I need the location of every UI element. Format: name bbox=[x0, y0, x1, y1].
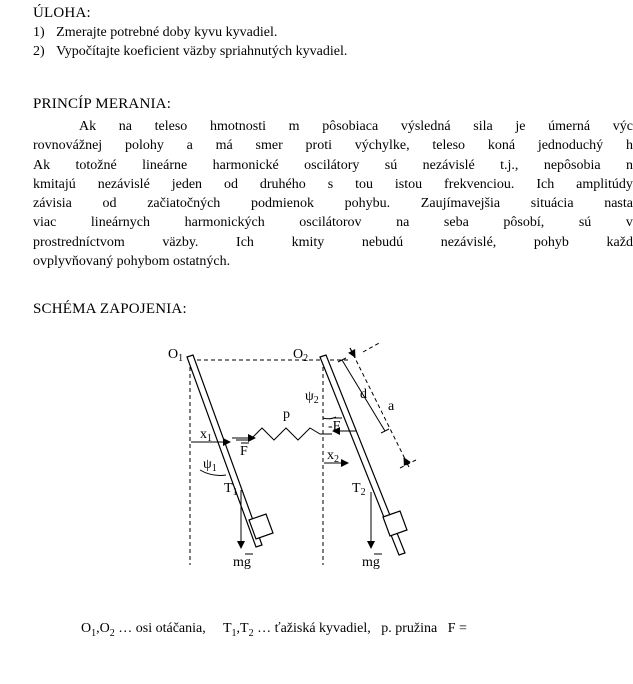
paragraph-word: amplitúdy bbox=[576, 176, 633, 192]
task-item-number: 2) bbox=[33, 44, 45, 59]
paragraph-word: jeden bbox=[171, 176, 203, 192]
paragraph-word: m bbox=[288, 119, 300, 134]
paragraph-word: tou bbox=[355, 176, 373, 192]
paragraph-word: prostredníctvom bbox=[33, 234, 125, 250]
paragraph-word: Ak bbox=[79, 119, 97, 134]
paragraph-word: je bbox=[515, 119, 526, 134]
paragraph-word: podmienok bbox=[250, 196, 314, 212]
pendulum-1 bbox=[187, 355, 273, 547]
paragraph-word: n bbox=[626, 157, 633, 173]
label-force-f: F bbox=[240, 444, 248, 459]
paragraph-word: h bbox=[625, 138, 633, 154]
paragraph-word: a bbox=[186, 138, 193, 154]
paragraph-word: v bbox=[625, 215, 633, 231]
paragraph-word: pohyb bbox=[533, 234, 569, 250]
paragraph-word: s bbox=[327, 176, 334, 192]
paragraph-word: frekvenciou. bbox=[444, 176, 515, 192]
label-o2: $O_2$ bbox=[293, 347, 309, 364]
paragraph-word: od bbox=[223, 176, 238, 192]
paragraph-word: Ich bbox=[236, 234, 254, 250]
paragraph-word: nezávislé bbox=[97, 176, 150, 192]
paragraph-word: istou bbox=[394, 176, 423, 192]
label-x1: $x_1$ bbox=[200, 427, 212, 444]
paragraph-word: výsledná bbox=[400, 119, 451, 134]
schema-heading: SCHÉMA ZAPOJENIA: bbox=[33, 301, 187, 317]
label-psi2: $\psi_2$ bbox=[305, 389, 319, 406]
task-item-text: Vypočítajte koeficient väzby spriahnutých kyvadiel. bbox=[56, 44, 348, 59]
label-t1: $T_1$ bbox=[224, 481, 238, 498]
label-d: d bbox=[360, 387, 367, 402]
paragraph-word: úmerná bbox=[548, 119, 591, 134]
paragraph-word: výc bbox=[612, 119, 633, 134]
paragraph-word: seba bbox=[443, 215, 469, 231]
paragraph-word: teleso bbox=[154, 119, 188, 134]
paragraph-word: hmotnosti bbox=[209, 119, 266, 134]
paragraph-word: sila bbox=[473, 119, 493, 134]
label-spring-p: p bbox=[283, 407, 290, 422]
paragraph-word: rovnovážnej bbox=[33, 138, 103, 154]
paragraph-word: nebudú bbox=[361, 234, 404, 250]
paragraph-word: Zaujímavejšia bbox=[420, 196, 501, 212]
paragraph-word: pôsobiaca bbox=[322, 119, 379, 134]
task-heading: ÚLOHA: bbox=[33, 5, 91, 21]
paragraph-word: Ak bbox=[33, 157, 51, 173]
paragraph-word: totožné bbox=[75, 157, 117, 173]
paragraph-word: koná bbox=[487, 138, 516, 154]
principle-heading: PRINCÍP MERANIA: bbox=[33, 96, 172, 112]
paragraph-word: t.j., bbox=[500, 157, 519, 173]
paragraph-word: sú bbox=[384, 157, 398, 173]
paragraph-word: teleso bbox=[432, 138, 466, 154]
paragraph-word: sú bbox=[578, 215, 592, 231]
paragraph-word: lineárne bbox=[142, 157, 188, 173]
paragraph-word: nezávislé, bbox=[440, 234, 497, 250]
paragraph-word: kmitajú bbox=[33, 176, 76, 192]
paragraph-word: viac bbox=[33, 215, 57, 231]
paragraph-word: harmonické bbox=[212, 157, 279, 173]
paragraph-word: závisia bbox=[33, 196, 72, 212]
paragraph-word: proti bbox=[305, 138, 332, 154]
paragraph-word: smer bbox=[255, 138, 283, 154]
paragraph-word: druhého bbox=[259, 176, 306, 192]
task-item-number: 1) bbox=[33, 25, 45, 40]
paragraph-word: každ bbox=[606, 234, 633, 250]
paragraph-word: harmonických bbox=[184, 215, 265, 231]
paragraph-word: Ich bbox=[536, 176, 555, 192]
paragraph-word: pohybu. bbox=[344, 196, 391, 212]
task-item-text: Zmerajte potrebné doby kyvu kyvadiel. bbox=[56, 25, 278, 40]
label-o1: $O_1$ bbox=[168, 347, 184, 364]
paragraph-word: oscilátorov bbox=[299, 215, 362, 231]
paragraph-word: ovplyvňovaný pohybom ostatných. bbox=[33, 254, 231, 270]
paragraph-word: kmity bbox=[291, 234, 325, 250]
paragraph-word: pôsobí, bbox=[503, 215, 545, 231]
paragraph-word: jednoduchý bbox=[537, 138, 604, 154]
label-a: a bbox=[388, 399, 395, 414]
paragraph-word: nepôsobia bbox=[543, 157, 601, 173]
label-psi1: $\psi_1$ bbox=[203, 457, 217, 474]
label-x2: $x_2$ bbox=[327, 448, 339, 465]
label-t2: $T_2$ bbox=[352, 481, 366, 498]
paragraph-word: výchylke, bbox=[354, 138, 410, 154]
paragraph-word: situácia bbox=[530, 196, 574, 212]
paragraph-word: nezávislé bbox=[422, 157, 475, 173]
diagram-caption: $O_1,O_2$ … osi otáčania, $T_1,T_2$ … ťažiská kyvadiel, p. pružina F = bbox=[81, 621, 467, 639]
paragraph-word: oscilátory bbox=[304, 157, 360, 173]
paragraph-word: väzby. bbox=[162, 234, 199, 250]
paragraph-word: na bbox=[396, 215, 410, 231]
label-mg-2: mg bbox=[362, 555, 380, 570]
paragraph-word: od bbox=[102, 196, 117, 212]
paragraph-word: na bbox=[118, 119, 132, 134]
paragraph-word: lineárnych bbox=[90, 215, 151, 231]
label-force-minus-f: -F bbox=[328, 419, 341, 434]
label-mg-1: mg bbox=[233, 555, 251, 570]
paragraph-word: má bbox=[215, 138, 233, 154]
paragraph-word: polohy bbox=[124, 138, 164, 154]
paragraph-word: začiatočných bbox=[147, 196, 221, 212]
paragraph-word: nasta bbox=[604, 196, 633, 212]
